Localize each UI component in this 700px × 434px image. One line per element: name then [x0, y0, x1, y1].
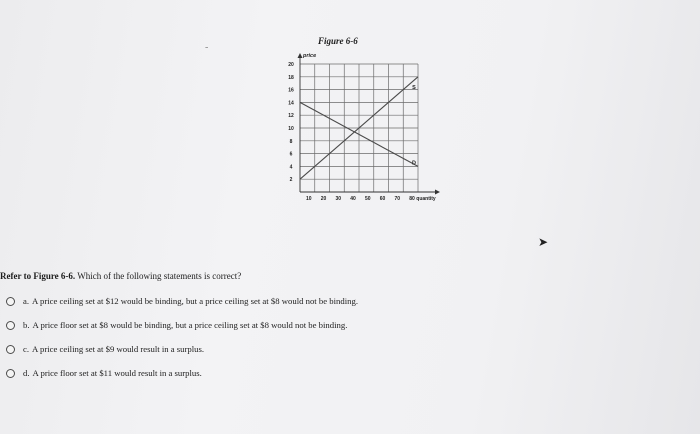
option-letter: d. [23, 368, 30, 378]
y-tick-label: 6 [289, 151, 293, 158]
series-label-d: D [412, 160, 416, 167]
radio-icon[interactable] [6, 369, 15, 378]
option-text: A price floor set at $8 would be binding, but a price ceiling set at $8 would not be binding. [32, 320, 348, 330]
radio-icon[interactable] [6, 297, 15, 306]
x-tick-label: 60 [379, 196, 386, 202]
x-tick-label: 20 [320, 196, 327, 202]
supply-demand-chart [270, 48, 460, 208]
option-text: A price ceiling set at $12 would be binding, but a price ceiling set at $8 would not be binding. [32, 296, 358, 306]
y-tick-label: 10 [288, 126, 294, 132]
x-axis-arrow [435, 190, 440, 195]
figure-reference: Refer to Figure 6-6. [0, 271, 76, 281]
y-tick-label: 8 [289, 138, 293, 145]
option-b[interactable] [6, 313, 358, 337]
option-text: A price ceiling set at $9 would result in a surplus. [32, 344, 205, 354]
answer-options [6, 289, 358, 385]
question-prompt: Which of the following statements is correct? [75, 271, 242, 281]
y-tick-label: 4 [289, 164, 293, 171]
radio-icon[interactable] [6, 321, 15, 330]
option-letter: a. [23, 296, 30, 306]
y-tick-label: 2 [289, 177, 293, 184]
option-letter: b. [23, 320, 30, 330]
question-text [0, 271, 241, 281]
x-tick-label: 40 [350, 196, 356, 202]
x-tick-label: 50 [364, 196, 371, 202]
x-tick-label: 10 [305, 196, 312, 202]
option-letter: c. [23, 344, 30, 354]
y-tick-label: 18 [288, 74, 294, 81]
figure-title: Figure 6-6 [318, 36, 358, 46]
x-axis-label: quantity [416, 196, 436, 202]
series-label-s: S [412, 84, 416, 91]
y-axis-arrow [298, 53, 303, 58]
x-tick-label: 30 [335, 196, 342, 202]
option-a[interactable] [6, 289, 358, 313]
y-axis-label: price [303, 53, 317, 59]
y-tick-label: 20 [288, 62, 294, 68]
x-tick-label: 70 [394, 196, 401, 202]
x-tick-label: 80 [409, 196, 415, 202]
y-tick-label: 16 [288, 87, 294, 94]
stray-mark: - [205, 42, 209, 53]
option-d[interactable] [6, 361, 358, 385]
radio-icon[interactable] [6, 345, 15, 354]
y-tick-label: 12 [288, 113, 294, 120]
y-tick-label: 14 [288, 100, 294, 107]
option-text: A price floor set at $11 would result in a surplus. [32, 368, 202, 378]
option-c[interactable] [6, 337, 358, 361]
arrow-cursor-icon: ➤ [538, 235, 549, 249]
